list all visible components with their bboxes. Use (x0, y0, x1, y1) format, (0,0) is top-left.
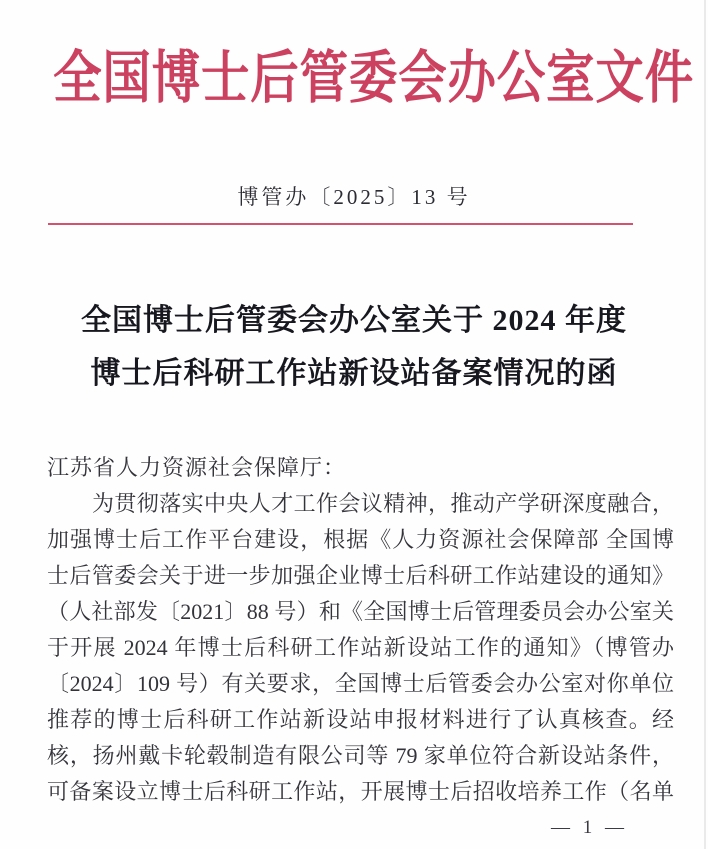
body-line: 推荐的博士后科研工作站新设站申报材料进行了认真核查。经 (47, 707, 674, 732)
document-title-line1: 全国博士后管委会办公室关于 2024 年度 (81, 304, 627, 337)
document-title (0, 294, 708, 400)
red-header-title: 全国博士后管委会办公室文件 (53, 47, 695, 110)
header-divider-line (48, 223, 633, 225)
document-number: 博管办〔2025〕13 号 (237, 185, 471, 209)
scan-edge-artifact (704, 0, 706, 849)
body-line: 为贯彻落实中央人才工作会议精神，推动产学研深度融合， (92, 491, 674, 516)
body-line: 核，扬州戴卡轮毂制造有限公司等 79 家单位符合新设站条件， (47, 743, 674, 768)
body-line: 士后管委会关于进一步加强企业博士后科研工作站建设的通知》 (47, 563, 674, 588)
body-line: 于开展 2024 年博士后科研工作站新设站工作的通知》（博管办 (47, 635, 674, 660)
body-line: 〔2024〕109 号）有关要求，全国博士后管委会办公室对你单位 (47, 671, 674, 696)
body-line: 加强博士后工作平台建设，根据《人力资源社会保障部 全国博 (47, 527, 674, 552)
body-line: 可备案设立博士后科研工作站，开展博士后招收培养工作（名单 (47, 779, 674, 804)
page-number: — 1 — (551, 817, 628, 838)
salutation-line: 江苏省人力资源社会保障厅： (47, 455, 347, 480)
document-body (47, 450, 674, 810)
document-title-line2: 博士后科研工作站新设站备案情况的函 (90, 357, 618, 390)
body-line: （人社部发〔2021〕88 号）和《全国博士后管理委员会办公室关 (47, 599, 674, 624)
